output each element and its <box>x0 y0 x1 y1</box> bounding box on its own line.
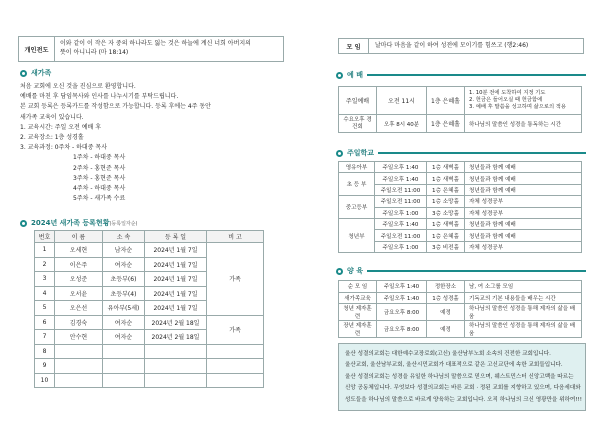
table-row <box>339 304 582 321</box>
note-line: 3. 예배 후 말씀을 성고하며 삶으로의 적용 <box>469 104 567 110</box>
class-time: 주일오후 1:40 <box>375 162 427 173</box>
group-place: 정한장소 <box>427 281 465 293</box>
register-date <box>145 344 207 359</box>
section-title-text: 양 육 <box>347 267 363 275</box>
info-line: 2. 교육장소: 1층 성경홀 <box>20 134 84 142</box>
column-header: 소 속 <box>103 231 145 243</box>
service-desc: 하나님의 말씀인 성경을 통독하는 시간 <box>465 115 582 133</box>
teacher-line: 1주차 - 하대중 목사 <box>73 154 126 162</box>
member-name: 안수현 <box>55 330 103 345</box>
service-place: 1층 은혜홀 <box>427 115 465 133</box>
info-line: 예배를 마친 후 담임목사와 인사를 나누시기를 부탁드립니다. <box>20 93 179 101</box>
class-time: 주일오후 1:00 <box>375 207 427 218</box>
teacher-list <box>20 153 290 204</box>
section-bullet-icon <box>20 70 27 77</box>
row-number: 3 <box>35 272 55 287</box>
family-note: 가족 <box>207 243 264 316</box>
fellowship-table <box>338 280 582 338</box>
meeting-label: 모 임 <box>339 39 369 53</box>
sunday-school-table <box>338 161 582 253</box>
note-cell <box>207 359 264 374</box>
register-date <box>145 359 207 374</box>
row-number: 1 <box>35 243 55 258</box>
note-cell <box>207 373 264 388</box>
verse-line: 뜻이 아니니라 (마 18:14) <box>60 48 129 56</box>
column-header: 이 름 <box>55 231 103 243</box>
class-time: 주일오후 1:40 <box>375 173 427 184</box>
class-time: 주일오전 11:00 <box>375 184 427 195</box>
member-dept: 초등부(4) <box>103 286 145 301</box>
column-header: 등 록 일 <box>145 231 207 243</box>
member-dept: 유아부(5세) <box>103 301 145 316</box>
table-header-row <box>339 281 582 293</box>
register-date: 2024년 1월 7일 <box>145 257 207 272</box>
class-place: 3층 비전홀 <box>427 241 465 252</box>
member-name: 오서윤 <box>55 286 103 301</box>
member-dept <box>103 359 145 374</box>
section-title-text: 2024년 새가족 등록현황 <box>31 219 110 227</box>
class-time: 주일오후 1:00 <box>375 241 427 252</box>
table-row <box>339 173 582 184</box>
table-row <box>339 184 582 195</box>
group-time: 주일오후 1:40 <box>377 292 427 304</box>
class-place: 1층 새벽홀 <box>427 218 465 229</box>
info-line: 처음 교회에 오신 것을 진심으로 환영합니다. <box>20 83 136 90</box>
note-line: 1. 10분 전에 도착하여 지정 기도 <box>469 90 546 96</box>
table-row <box>35 373 264 388</box>
class-place: 1층 새벽홀 <box>427 173 465 184</box>
class-place: 1층 은혜홀 <box>427 230 465 241</box>
group-place: 예정 <box>427 321 465 338</box>
service-time: 오후 8시 40분 <box>377 115 427 133</box>
register-date: 2024년 1월 7일 <box>145 286 207 301</box>
class-desc: 자체 성경공부 <box>465 207 582 218</box>
register-date <box>145 373 207 388</box>
family-note: 가족 <box>207 315 264 344</box>
row-number: 2 <box>35 257 55 272</box>
class-desc: 청년들과 함께 예배 <box>465 162 582 173</box>
info-line: 3. 교육과정: 0주차 - 하대중 목사 <box>20 144 108 152</box>
member-name: 이은주 <box>55 257 103 272</box>
member-name: 오성준 <box>55 272 103 287</box>
group-place: 1층 성경홀 <box>427 292 465 304</box>
table-row <box>339 207 582 218</box>
table-row <box>35 315 264 330</box>
info-line: 새가족 교육이 있습니다. <box>20 113 84 121</box>
prayer-verse <box>55 37 283 61</box>
class-desc: 청년들과 함께 예배 <box>465 218 582 229</box>
class-time: 주일오전 11:00 <box>375 230 427 241</box>
fellowship-section-title <box>336 266 586 276</box>
newcomer-section-title <box>20 68 280 78</box>
notice-line: 울산 성결의교회는 성경을 유일한 하나님의 말씀으로 믿으며, 웨스트민스터 신앙고백을 따르는 <box>345 373 574 380</box>
member-name <box>55 373 103 388</box>
notice-line: 울산 성결의교회는 대한예수교장로회(고신) 울산남부노회 소속의 건전한 교회입니다. <box>345 351 551 357</box>
table-row <box>339 292 582 304</box>
group-desc: 기독교의 기본 내용들을 배우는 시간 <box>465 292 582 304</box>
prayer-label: 개인전도 <box>19 37 55 61</box>
service-notes <box>465 87 582 115</box>
notice-line: 성도들을 하나님의 말씀으로 바르게 양육하는 교회입니다. 오직 하나님의 크신 영광만을 위하여!!! <box>345 396 583 403</box>
register-date: 2024년 2월 18일 <box>145 315 207 330</box>
row-number: 9 <box>35 359 55 374</box>
info-line: 본 교회 등록은 등록카드를 작성함으로 가능합니다. 등록 후에는 4주 동안 <box>20 103 211 111</box>
church-notice-box <box>338 343 586 411</box>
table-row <box>35 344 264 359</box>
title-divider <box>367 74 586 76</box>
service-name: 수요오후 경건회 <box>339 115 377 133</box>
table-row <box>339 321 582 338</box>
column-header: 비 고 <box>207 231 264 243</box>
group-desc: 하나님의 말씀인 성경을 통해 제자의 삶을 배움 <box>465 304 582 321</box>
newcomer-info <box>20 82 290 204</box>
class-place: 1층 은혜홀 <box>427 184 465 195</box>
group-desc: 하나님의 말씀인 성경을 통해 제자의 삶을 배움 <box>465 321 582 338</box>
dept-name: 영유아부 <box>339 162 375 173</box>
right-page <box>302 0 600 424</box>
verse-line: 이와 같이 이 작은 자 중의 하나라도 잃는 것은 하늘에 계신 너희 아버지의 <box>60 40 251 47</box>
register-date: 2024년 1월 7일 <box>145 243 207 258</box>
class-time: 주일오전 11:00 <box>375 196 427 207</box>
member-dept <box>103 344 145 359</box>
notice-line: 신앙 공동체입니다. 무엇보다 성결의교회는 바른 교회 · 정된 교회를 지향하고 있으며, 다음세대와 <box>345 385 581 392</box>
section-subtitle: (등록일자순) <box>109 220 138 227</box>
note-line: 2. 헌금은 들어오실 때 헌금함에 <box>469 97 543 103</box>
section-title-text: 주일학교 <box>347 149 375 157</box>
member-name <box>55 359 103 374</box>
notice-line: 울산교회, 울산남부교회, 울산시민교회가 대표적으로 같은 고신교단에 속한 교회들입니다. <box>345 362 563 369</box>
section-bullet-icon <box>336 72 343 79</box>
class-time: 주일오후 1:40 <box>375 218 427 229</box>
dept-name: 중고등부 <box>339 196 375 219</box>
class-desc: 청년들과 함께 예배 <box>465 230 582 241</box>
service-name: 주일예배 <box>339 87 377 115</box>
member-name: 오세현 <box>55 243 103 258</box>
group-time: 금요오후 8:00 <box>377 304 427 321</box>
member-name <box>55 344 103 359</box>
class-desc: 자체 성경공부 <box>465 241 582 252</box>
table-header-row <box>35 231 264 243</box>
class-place: 1층 소망홀 <box>427 196 465 207</box>
group-time: 금요오후 8:00 <box>377 321 427 338</box>
section-title-text: 예 배 <box>347 71 363 79</box>
meeting-verse: 날마다 마음을 같이 하여 성전에 모이기를 힘쓰고 (행2:46) <box>375 41 529 49</box>
teacher-line: 5주차 - 새가족 수료 <box>73 195 126 203</box>
table-row <box>339 115 582 133</box>
group-name: 순 모 임 <box>339 281 377 293</box>
service-time: 오전 11시 <box>377 87 427 115</box>
row-number: 7 <box>35 330 55 345</box>
group-name: 장년 제자훈련 <box>339 321 377 338</box>
dept-name: 청년부 <box>339 218 375 252</box>
table-row <box>35 243 264 258</box>
group-desc: 남, 여 소그룹 모임 <box>465 281 582 293</box>
member-dept <box>103 373 145 388</box>
section-title-text: 새가족 <box>31 69 52 77</box>
title-divider <box>378 152 586 154</box>
class-desc: 청년들과 함께 예배 <box>465 184 582 195</box>
table-row <box>339 87 582 115</box>
class-desc: 청년들과 함께 예배 <box>465 173 582 184</box>
class-place: 3층 소망홀 <box>427 207 465 218</box>
registration-section-title <box>20 218 280 228</box>
school-section-title <box>336 148 586 158</box>
row-number: 5 <box>35 301 55 316</box>
meeting-verse-box <box>338 38 584 54</box>
member-dept: 남자순 <box>103 243 145 258</box>
group-name: 청년 제자훈련 <box>339 304 377 321</box>
title-divider <box>367 270 586 272</box>
member-dept: 여자순 <box>103 330 145 345</box>
group-place: 예정 <box>427 304 465 321</box>
section-bullet-icon <box>336 268 343 275</box>
dept-name: 초 등 부 <box>339 173 375 196</box>
worship-section-title <box>336 70 586 80</box>
table-row <box>339 230 582 241</box>
group-name: 새가족교육 <box>339 292 377 304</box>
register-date: 2024년 2월 18일 <box>145 330 207 345</box>
class-desc: 자체 성경공부 <box>465 196 582 207</box>
member-dept: 여자순 <box>103 315 145 330</box>
row-number: 4 <box>35 286 55 301</box>
table-row <box>339 196 582 207</box>
service-place: 1층 은혜홀 <box>427 87 465 115</box>
prayer-box <box>18 36 284 62</box>
teacher-line: 4주차 - 하대중 목사 <box>73 185 126 193</box>
class-place: 1층 새벽홀 <box>427 162 465 173</box>
member-dept: 초등부(6) <box>103 272 145 287</box>
register-date: 2024년 1월 7일 <box>145 301 207 316</box>
group-time: 주일오후 1:40 <box>377 281 427 293</box>
worship-table <box>338 86 582 133</box>
note-cell <box>207 344 264 359</box>
register-date: 2024년 1월 7일 <box>145 272 207 287</box>
teacher-line: 3주차 - 홍현준 목사 <box>73 174 126 182</box>
row-number: 8 <box>35 344 55 359</box>
column-header: 번호 <box>35 231 55 243</box>
table-row <box>339 241 582 252</box>
member-dept: 여자순 <box>103 257 145 272</box>
teacher-line: 2주차 - 홍현준 목사 <box>73 164 126 172</box>
member-name: 오은선 <box>55 301 103 316</box>
table-row <box>339 218 582 229</box>
info-line: 1. 교육시간: 주일 오전 예배 후 <box>20 123 102 131</box>
section-bullet-icon <box>336 150 343 157</box>
registration-table <box>34 230 264 388</box>
table-row <box>35 359 264 374</box>
member-name: 김경숙 <box>55 315 103 330</box>
row-number: 10 <box>35 373 55 388</box>
row-number: 6 <box>35 315 55 330</box>
table-row <box>339 162 582 173</box>
section-bullet-icon <box>20 220 27 227</box>
